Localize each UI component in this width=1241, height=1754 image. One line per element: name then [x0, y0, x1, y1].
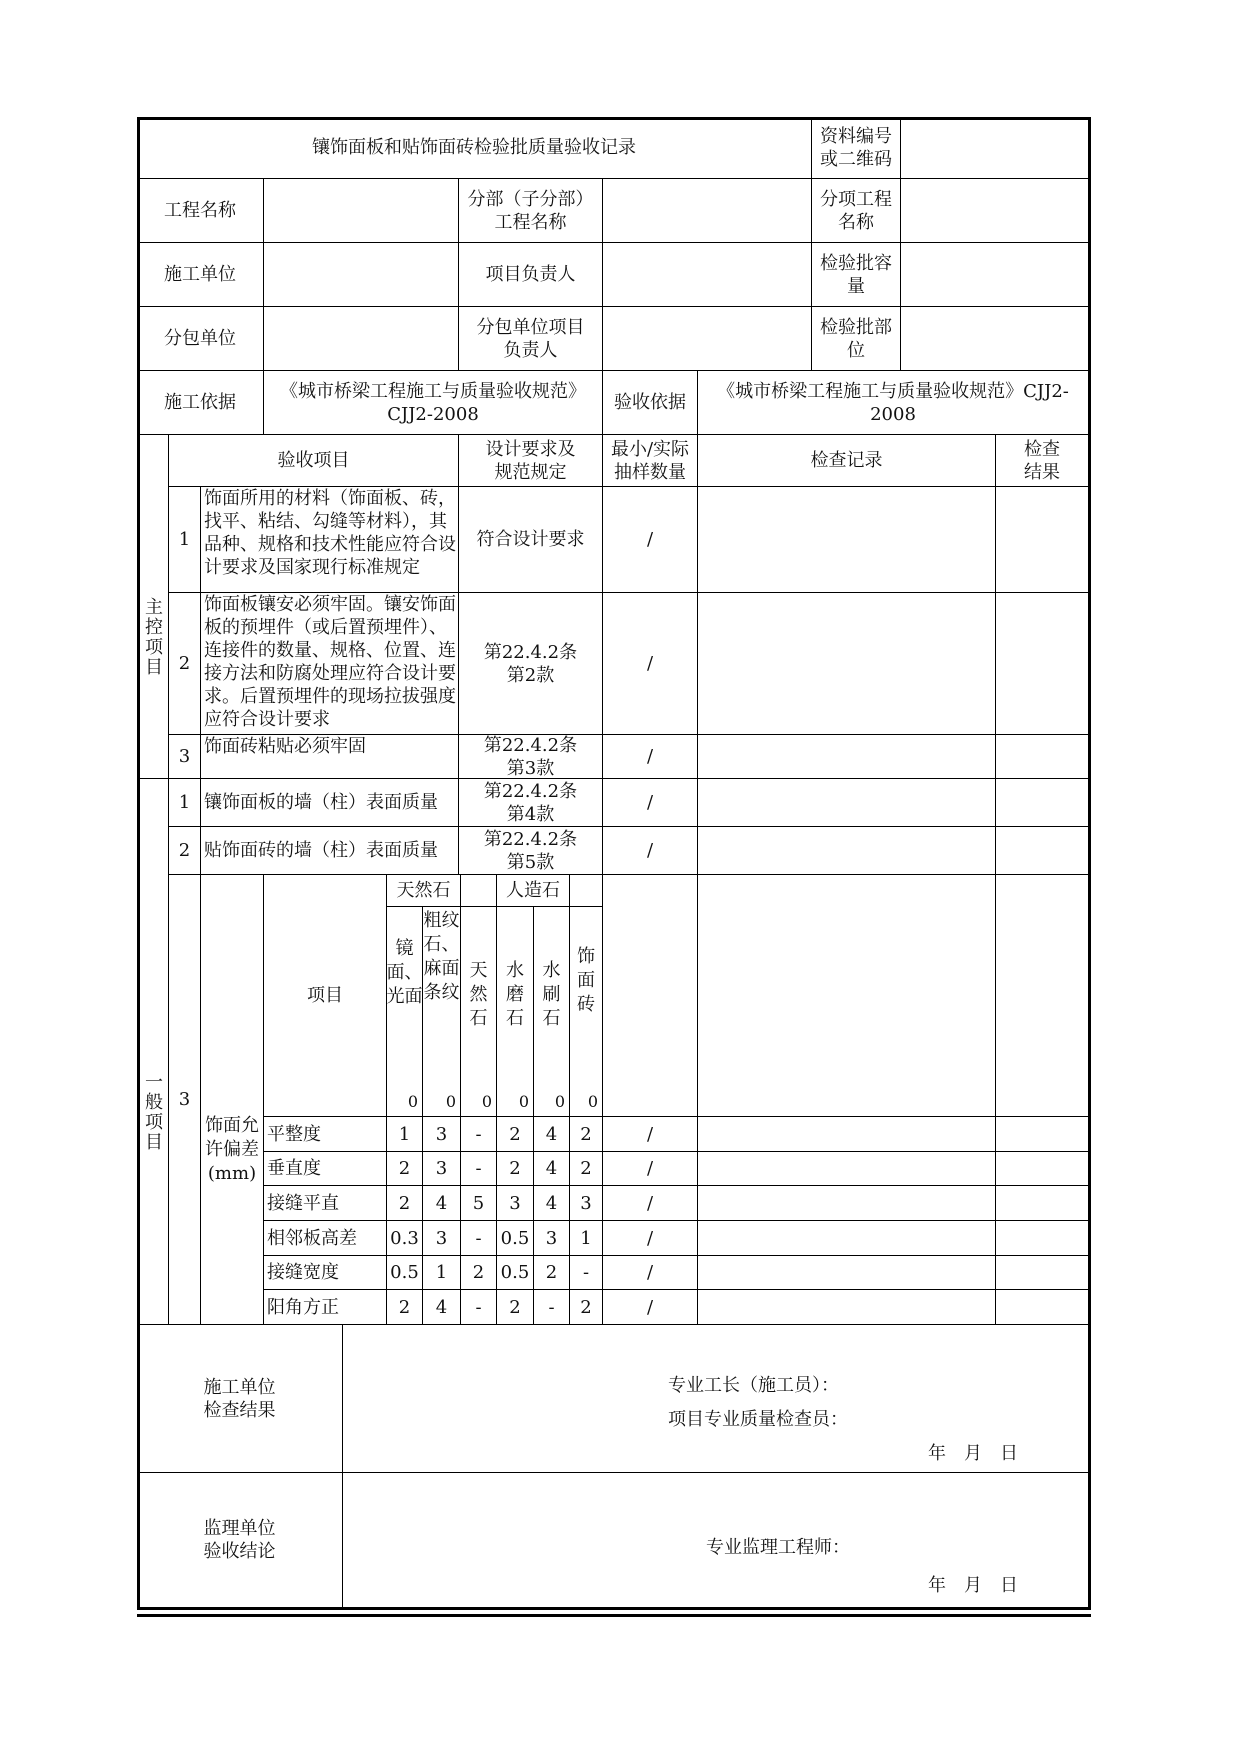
- blank-cell: [461, 875, 497, 907]
- tolerance-value: -: [534, 1290, 570, 1325]
- tolerance-value: 0.5: [497, 1221, 534, 1256]
- form-title: 镶饰面板和贴饰面砖检验批质量验收记录: [137, 117, 812, 179]
- tolerance-value: 3: [423, 1221, 461, 1256]
- value-field[interactable]: [264, 179, 459, 243]
- item-req: 第22.4.2条 第4款: [459, 779, 603, 827]
- item-no: 3: [169, 735, 201, 779]
- result-field[interactable]: [996, 1152, 1088, 1186]
- tolerance-value: -: [570, 1256, 603, 1290]
- value-field[interactable]: [901, 307, 1088, 371]
- tolerance-value: 2: [570, 1152, 603, 1186]
- tolerance-value: 2: [387, 1152, 423, 1186]
- value-field[interactable]: [603, 179, 812, 243]
- bottom-rule: [137, 1614, 1091, 1617]
- tolerance-value: 4: [534, 1117, 570, 1152]
- tolerance-value: 2: [497, 1152, 534, 1186]
- tolerance-value: 3: [570, 1186, 603, 1221]
- tolerance-value: 0.5: [497, 1256, 534, 1290]
- result-field[interactable]: [996, 1186, 1088, 1221]
- tolerance-value: 5: [461, 1186, 497, 1221]
- tolerance-value: 4: [534, 1152, 570, 1186]
- record-field[interactable]: [698, 1186, 996, 1221]
- tolerance-row-name: 阳角方正: [264, 1290, 387, 1325]
- tolerance-value: 3: [423, 1117, 461, 1152]
- tolerance-value: 4: [423, 1290, 461, 1325]
- item-sample: /: [603, 1290, 698, 1325]
- zero-mark: 0: [518, 1092, 529, 1111]
- acceptance-basis-label: 验收依据: [603, 371, 698, 435]
- label-cell: 分包单位项目 负责人: [459, 307, 603, 371]
- record-field[interactable]: [698, 875, 996, 1117]
- col-item: 验收项目: [169, 435, 459, 487]
- item-no: 1: [169, 487, 201, 593]
- result-field[interactable]: [996, 1221, 1088, 1256]
- tolerance-row-name: 平整度: [264, 1117, 387, 1152]
- tolerance-label: 饰面允许偏差(mm): [201, 875, 264, 1325]
- tolerance-col-header: 水刷石 0: [534, 907, 570, 1117]
- tolerance-value: 3: [423, 1152, 461, 1186]
- tolerance-value: 2: [387, 1186, 423, 1221]
- result-field[interactable]: [996, 1290, 1088, 1325]
- value-field[interactable]: [901, 243, 1088, 307]
- zero-mark: 0: [445, 1092, 456, 1111]
- tolerance-value: 4: [534, 1186, 570, 1221]
- label-cell: 施工单位: [137, 243, 264, 307]
- record-field[interactable]: [698, 827, 996, 875]
- tolerance-value: 4: [423, 1186, 461, 1221]
- label-cell: 工程名称: [137, 179, 264, 243]
- tolerance-col-header: 饰面砖 0: [570, 907, 603, 1117]
- group-artificial: 人造石: [497, 875, 570, 907]
- tolerance-value: 2: [497, 1117, 534, 1152]
- main-control-label: 主控项目: [137, 435, 169, 779]
- tolerance-value: 1: [423, 1256, 461, 1290]
- value-field[interactable]: [603, 307, 812, 371]
- basis-value: 《城市桥梁工程施工与质量验收规范》 CJJ2-2008: [264, 371, 603, 435]
- tolerance-col-header: 粗纹石、麻面条纹 0: [423, 907, 461, 1117]
- supervisor-label: 监理单位 验收结论: [137, 1473, 343, 1607]
- item-no: 3: [169, 875, 201, 1325]
- doc-no-label: 资料编号 或二维码: [812, 117, 901, 179]
- record-field[interactable]: [698, 487, 996, 593]
- value-field[interactable]: [901, 179, 1088, 243]
- result-field[interactable]: [996, 875, 1088, 1117]
- blank-cell: [603, 875, 698, 1117]
- zero-mark: 0: [554, 1092, 565, 1111]
- item-sample: /: [603, 735, 698, 779]
- label-cell: 检验批部位: [812, 307, 901, 371]
- col-design-req: 设计要求及 规范规定: [459, 435, 603, 487]
- item-sample: /: [603, 593, 698, 735]
- item-text: 饰面砖粘贴必须牢固: [201, 735, 459, 779]
- label-cell: 项目负责人: [459, 243, 603, 307]
- label-cell: 检验批容量: [812, 243, 901, 307]
- item-text: 饰面所用的材料（饰面板、砖，找平、粘结、勾缝等材料），其品种、规格和技术性能应符合设计要求及国家现行标准规定: [201, 487, 459, 593]
- general-label: 一般项目: [137, 779, 169, 1325]
- result-field[interactable]: [996, 593, 1088, 735]
- col-record: 检查记录: [698, 435, 996, 487]
- item-req: 符合设计要求: [459, 487, 603, 593]
- item-text: 贴饰面砖的墙（柱）表面质量: [201, 827, 459, 875]
- item-sample: /: [603, 487, 698, 593]
- tolerance-value: 0.3: [387, 1221, 423, 1256]
- tolerance-row-name: 相邻板高差: [264, 1221, 387, 1256]
- label-cell: 分包单位: [137, 307, 264, 371]
- item-text: 镶饰面板的墙（柱）表面质量: [201, 779, 459, 827]
- record-field[interactable]: [698, 1117, 996, 1152]
- acceptance-basis-value: 《城市桥梁工程施工与质量验收规范》CJJ2- 2008: [698, 371, 1088, 435]
- item-req: 第22.4.2条 第3款: [459, 735, 603, 779]
- label-cell: 分项工程 名称: [812, 179, 901, 243]
- tolerance-value: -: [461, 1117, 497, 1152]
- tolerance-item-header: 项目: [264, 875, 387, 1117]
- tolerance-value: 1: [570, 1221, 603, 1256]
- tolerance-value: 2: [497, 1290, 534, 1325]
- col-result: 检查 结果: [996, 435, 1088, 487]
- result-field[interactable]: [996, 1117, 1088, 1152]
- tolerance-col-header: 天然石 0: [461, 907, 497, 1117]
- item-sample: /: [603, 779, 698, 827]
- contractor-result-label: 施工单位 检查结果: [137, 1325, 343, 1473]
- tolerance-value: 3: [534, 1221, 570, 1256]
- tolerance-row-name: 接缝平直: [264, 1186, 387, 1221]
- foreman-signature-label: 专业工长（施工员）：: [668, 1375, 839, 1396]
- tolerance-value: 3: [497, 1186, 534, 1221]
- label-cell: 分部（子分部） 工程名称: [459, 179, 603, 243]
- blank-cell: [570, 875, 603, 907]
- item-no: 1: [169, 779, 201, 827]
- tolerance-value: 0.5: [387, 1256, 423, 1290]
- doc-no-field[interactable]: [901, 117, 1088, 179]
- date-label: 年 月 日: [928, 1443, 1018, 1464]
- record-field[interactable]: [698, 1256, 996, 1290]
- result-field[interactable]: [996, 735, 1088, 779]
- record-field[interactable]: [698, 735, 996, 779]
- value-field[interactable]: [603, 243, 812, 307]
- item-sample: /: [603, 1117, 698, 1152]
- tolerance-value: 2: [534, 1256, 570, 1290]
- item-no: 2: [169, 827, 201, 875]
- col-sample: 最小/实际 抽样数量: [603, 435, 698, 487]
- result-field[interactable]: [996, 779, 1088, 827]
- group-natural: 天然石: [387, 875, 461, 907]
- item-sample: /: [603, 1152, 698, 1186]
- date-label: 年 月 日: [928, 1575, 1018, 1596]
- zero-mark: 0: [407, 1092, 418, 1111]
- tolerance-value: 2: [570, 1290, 603, 1325]
- inspector-signature-label: 项目专业质量检查员：: [668, 1409, 848, 1430]
- tolerance-col-header: 水磨石 0: [497, 907, 534, 1117]
- tolerance-value: -: [461, 1221, 497, 1256]
- zero-mark: 0: [587, 1092, 598, 1111]
- value-field[interactable]: [264, 307, 459, 371]
- tolerance-row-name: 垂直度: [264, 1152, 387, 1186]
- item-no: 2: [169, 593, 201, 735]
- tolerance-value: -: [461, 1152, 497, 1186]
- record-field[interactable]: [698, 593, 996, 735]
- result-field[interactable]: [996, 1256, 1088, 1290]
- tolerance-value: 1: [387, 1117, 423, 1152]
- tolerance-row-name: 接缝宽度: [264, 1256, 387, 1290]
- item-req: 第22.4.2条 第5款: [459, 827, 603, 875]
- tolerance-col-header: 镜面、光面 0: [387, 907, 423, 1117]
- tolerance-value: 2: [461, 1256, 497, 1290]
- result-field[interactable]: [996, 487, 1088, 593]
- record-field[interactable]: [698, 1152, 996, 1186]
- item-sample: /: [603, 1186, 698, 1221]
- basis-label: 施工依据: [137, 371, 264, 435]
- result-field[interactable]: [996, 827, 1088, 875]
- item-text: 饰面板镶安必须牢固。镶安饰面板的预埋件（或后置预埋件）、连接件的数量、规格、位置、连接方法和防腐处理应符合设计要求。后置预埋件的现场拉拔强度应符合设计要求: [201, 593, 459, 735]
- value-field[interactable]: [264, 243, 459, 307]
- item-sample: /: [603, 1256, 698, 1290]
- tolerance-value: 2: [387, 1290, 423, 1325]
- record-field[interactable]: [698, 1290, 996, 1325]
- tolerance-value: 2: [570, 1117, 603, 1152]
- item-sample: /: [603, 827, 698, 875]
- item-sample: /: [603, 1221, 698, 1256]
- record-field[interactable]: [698, 779, 996, 827]
- tolerance-value: -: [461, 1290, 497, 1325]
- item-req: 第22.4.2条 第2款: [459, 593, 603, 735]
- record-field[interactable]: [698, 1221, 996, 1256]
- zero-mark: 0: [481, 1092, 492, 1111]
- engineer-signature-label: 专业监理工程师：: [706, 1537, 850, 1558]
